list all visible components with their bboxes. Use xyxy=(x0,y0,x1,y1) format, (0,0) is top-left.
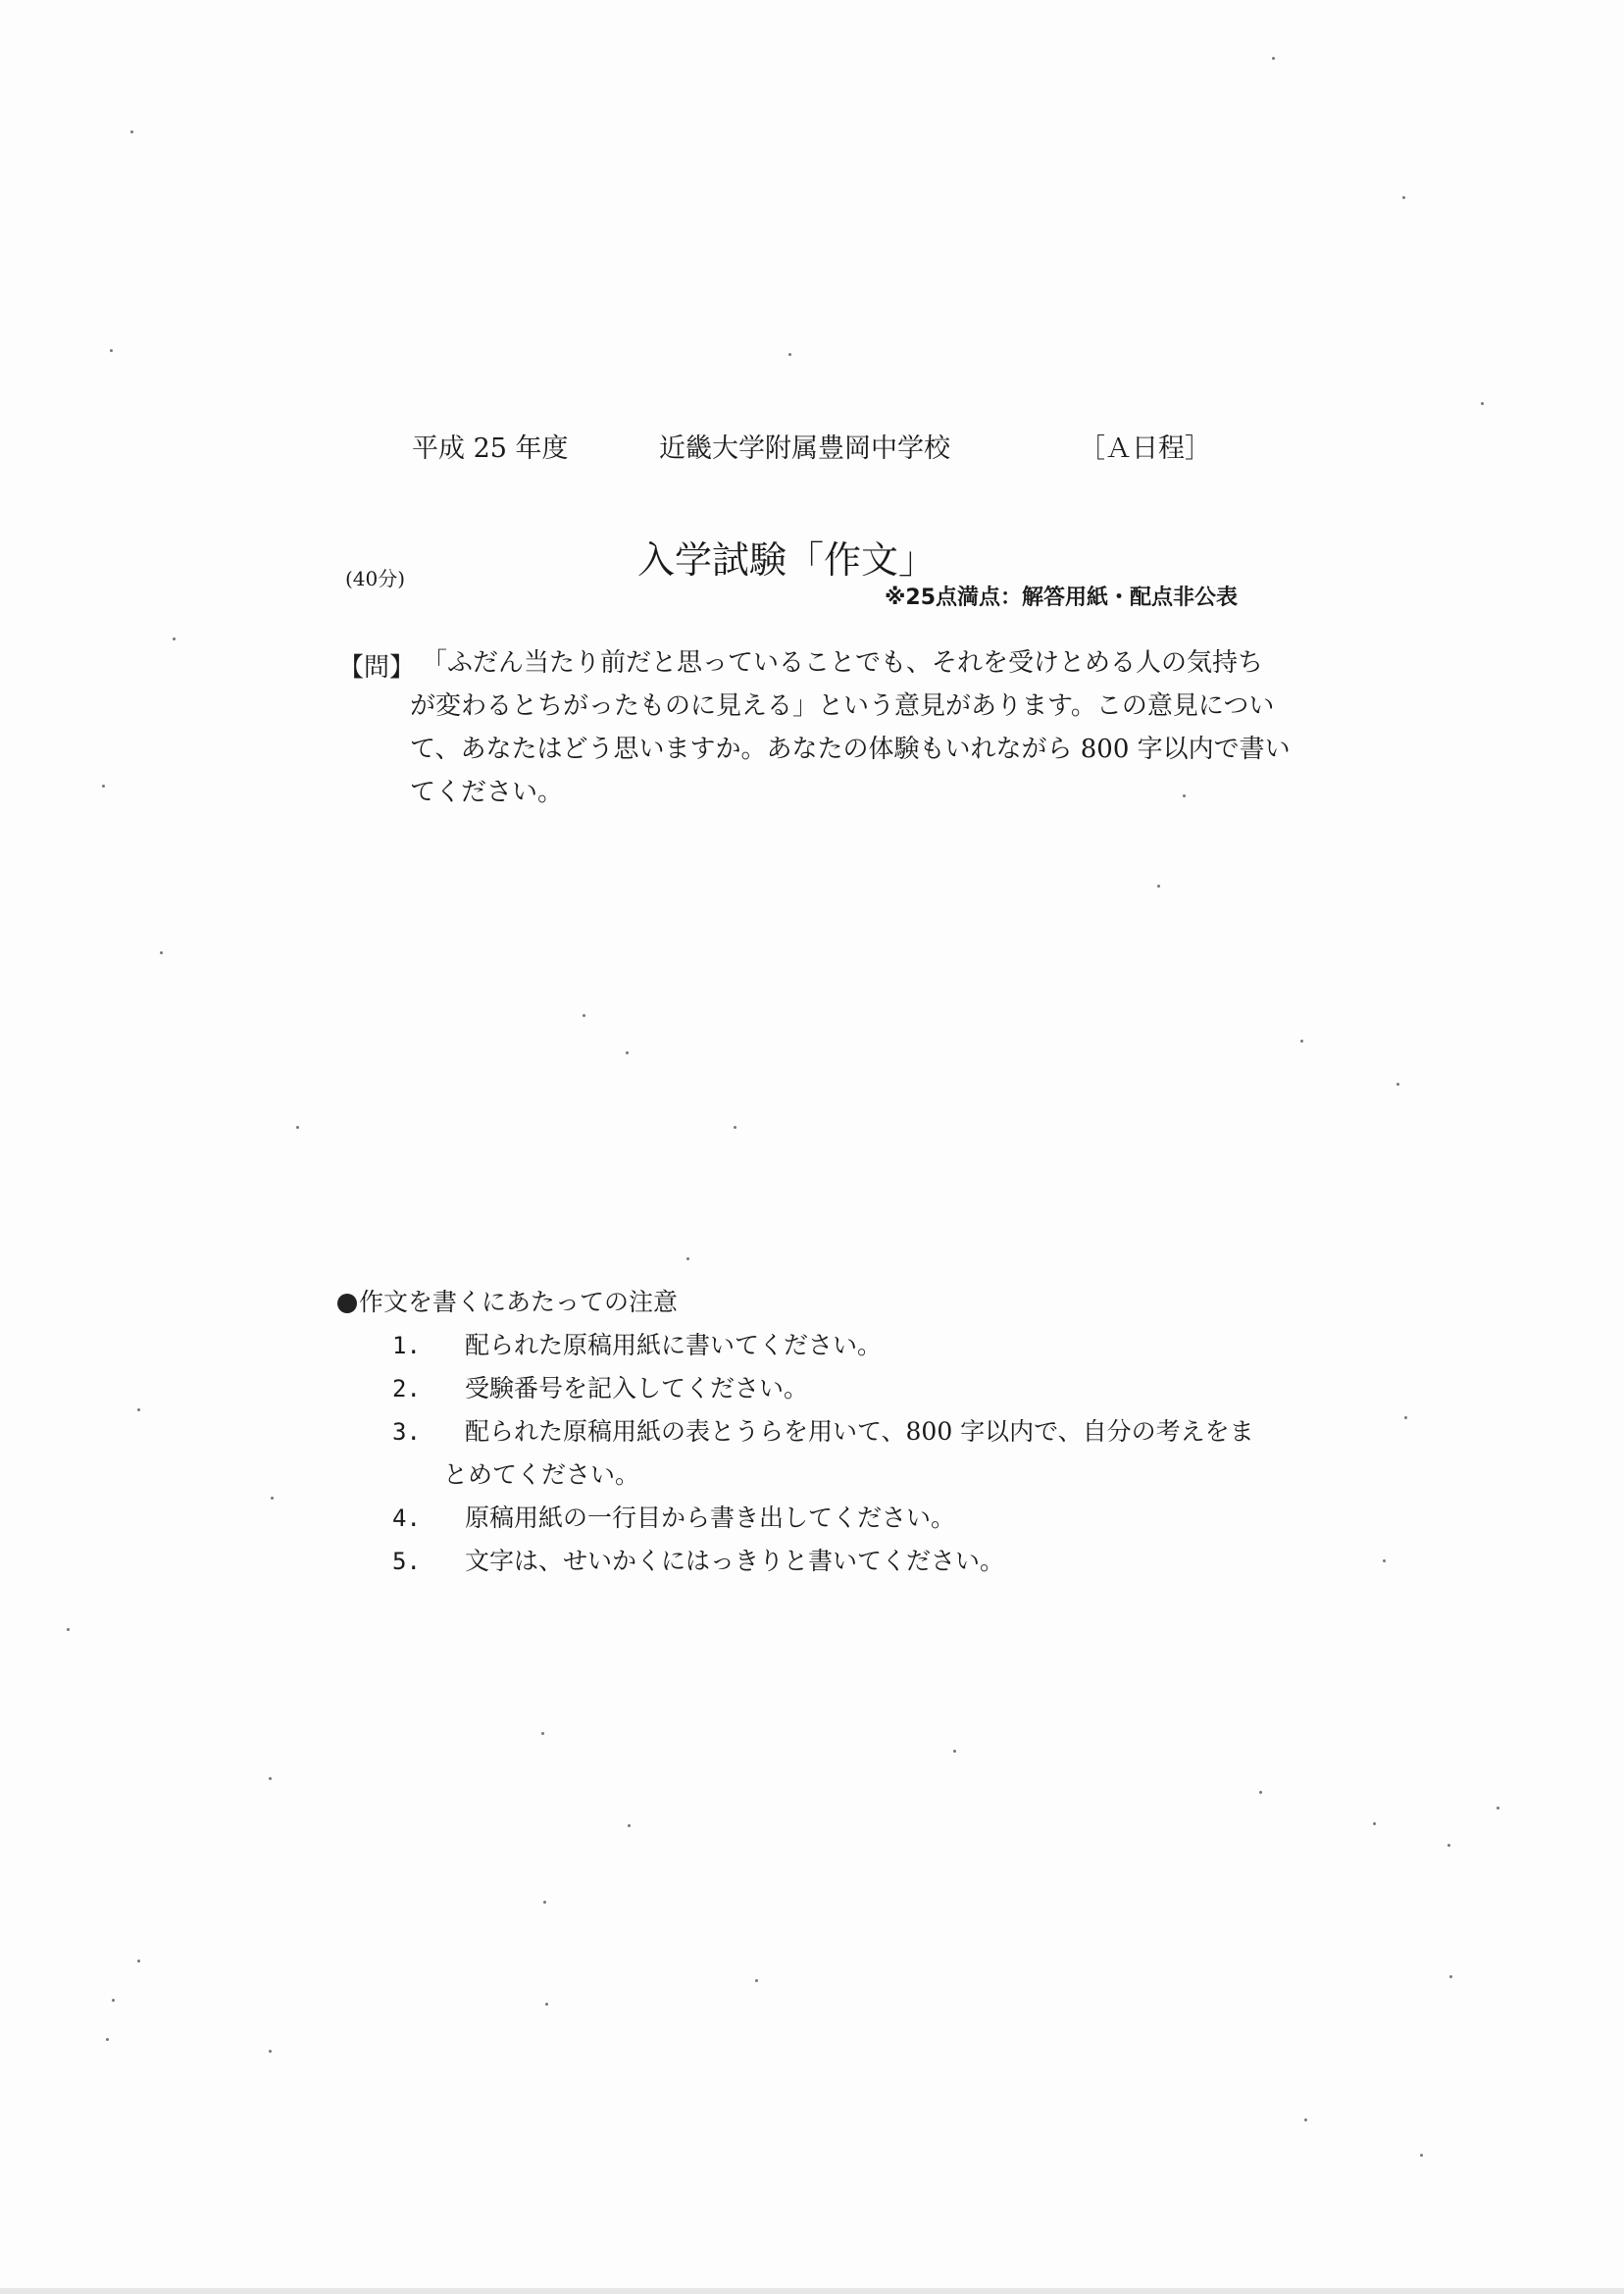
scan-speck xyxy=(1383,1559,1386,1562)
scan-speck xyxy=(269,2050,272,2053)
scan-speck xyxy=(543,1901,546,1904)
note-item xyxy=(337,1540,1318,1583)
scan-speck xyxy=(628,1824,631,1827)
scan-speck xyxy=(296,1126,299,1129)
scan-speck xyxy=(137,1408,140,1411)
question-line: 「ふだん当たり前だと思っていることでも、それを受けとめる人の気持ち xyxy=(422,648,1264,678)
scan-speck xyxy=(106,2038,109,2041)
scan-speck xyxy=(1497,1807,1499,1810)
scan-speck xyxy=(1402,196,1405,199)
note-item xyxy=(337,1497,1318,1540)
note-number: 2. xyxy=(392,1375,421,1402)
scan-edge xyxy=(0,2288,1624,2294)
question-line: てください。 xyxy=(410,778,564,807)
scan-speck xyxy=(110,349,113,352)
question-line: て、あなたはどう思いますか。あなたの体験もいれながら 800 字以内で書い xyxy=(410,735,1291,764)
notes-heading-text: 作文を書くにあたっての注意 xyxy=(359,1288,679,1316)
exam-header xyxy=(412,427,1211,470)
question-line: が変わるとちがったものに見える」という意見があります。この意見につい xyxy=(410,691,1275,721)
question-label: 【問】 xyxy=(338,653,416,683)
note-bullet-icon xyxy=(337,1294,357,1313)
scan-speck xyxy=(545,2003,548,2006)
question-text xyxy=(410,641,1312,814)
scan-speck xyxy=(541,1732,544,1735)
scan-speck xyxy=(1396,1083,1399,1086)
scan-speck xyxy=(160,951,163,954)
notes-heading xyxy=(337,1281,1318,1324)
scan-speck xyxy=(1259,1791,1262,1794)
scan-speck xyxy=(1404,1416,1407,1419)
scan-speck xyxy=(1420,2154,1423,2157)
writing-notes xyxy=(337,1281,1318,1583)
scan-speck xyxy=(626,1051,629,1054)
scan-speck xyxy=(1183,794,1186,797)
note-text: 配られた原稿用紙の表とうらを用いて、800 字以内で、自分の考えをま xyxy=(465,1417,1254,1446)
scan-speck xyxy=(130,130,133,133)
note-text: 配られた原稿用紙に書いてください。 xyxy=(465,1331,883,1359)
scan-speck xyxy=(1272,57,1275,60)
scan-speck xyxy=(1373,1822,1376,1825)
scan-speck xyxy=(1300,1040,1303,1043)
exam-title: 入学試験「作文」 xyxy=(637,538,937,582)
scan-speck xyxy=(686,1257,689,1260)
scan-speck xyxy=(271,1497,274,1500)
scan-speck xyxy=(1481,402,1484,405)
exam-schedule: ［Ａ日程］ xyxy=(1079,433,1211,464)
scan-speck xyxy=(173,637,176,640)
scan-speck xyxy=(755,1979,758,1982)
note-number: 1. xyxy=(392,1332,421,1359)
scan-speck xyxy=(269,1777,272,1780)
note-text: 文字は、せいかくにはっきりと書いてください。 xyxy=(465,1547,1005,1575)
note-number: 5. xyxy=(392,1548,421,1575)
scan-speck xyxy=(788,353,791,356)
note-number: 4. xyxy=(392,1504,421,1532)
scan-speck xyxy=(1157,885,1160,888)
note-item xyxy=(337,1324,1318,1367)
scan-speck xyxy=(102,785,105,788)
scan-speck xyxy=(953,1750,956,1753)
score-note: ※25点満点：解答用紙・配点非公表 xyxy=(885,586,1239,610)
scan-speck xyxy=(1447,1844,1450,1847)
note-text: 原稿用紙の一行目から書き出してください。 xyxy=(465,1504,956,1532)
note-item xyxy=(337,1367,1318,1410)
note-text-continued: とめてください。 xyxy=(443,1460,640,1489)
note-text: 受験番号を記入してください。 xyxy=(465,1374,809,1402)
scan-speck xyxy=(67,1628,70,1631)
time-limit: (40分) xyxy=(345,567,406,590)
exam-year: 平成 25 年度 xyxy=(412,433,569,464)
scan-speck xyxy=(1449,1975,1452,1978)
school-name: 近畿大学附属豊岡中学校 xyxy=(659,433,950,464)
scan-speck xyxy=(1304,2118,1307,2121)
scan-speck xyxy=(734,1126,736,1129)
note-item xyxy=(337,1410,1318,1453)
scan-speck xyxy=(583,1014,585,1017)
note-number: 3. xyxy=(392,1418,421,1446)
scan-speck xyxy=(137,1960,140,1963)
scan-speck xyxy=(112,1999,115,2002)
